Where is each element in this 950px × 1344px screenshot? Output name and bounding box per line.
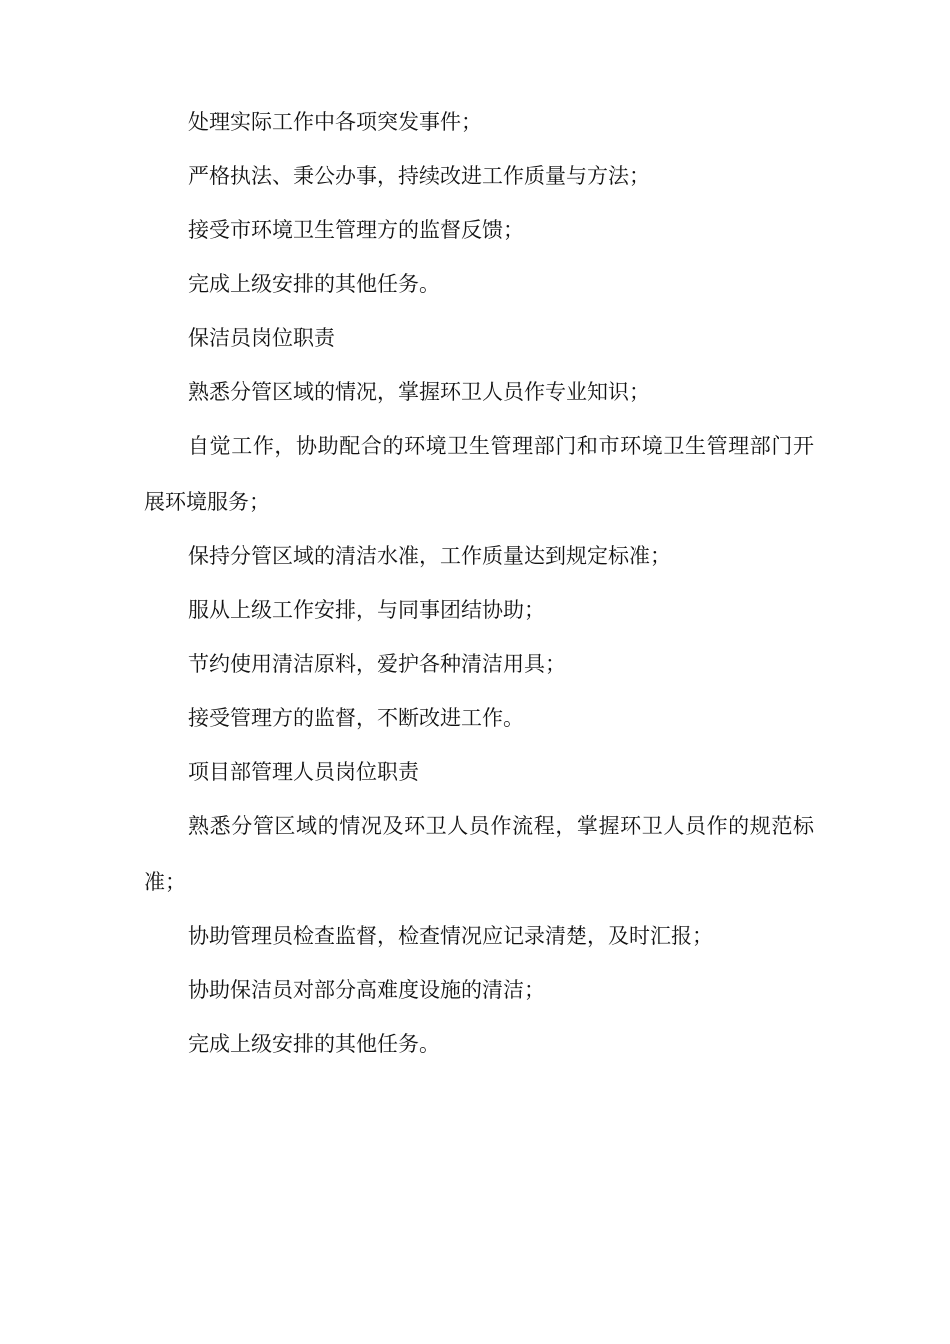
section-heading-cleaner-duties: 保洁员岗位职责 (188, 326, 335, 350)
paragraph-assist-inspection: 协助管理员检查监督，检查情况应记录清楚，及时汇报； (188, 924, 713, 948)
paragraph-familiar-process: 熟悉分管区域的情况及环卫人员作流程，掌握环卫人员作的规范标准； (144, 814, 814, 894)
paragraph-other-tasks: 完成上级安排的其他任务。 (188, 272, 440, 296)
paragraph-familiar-area: 熟悉分管区域的情况，掌握环卫人员作专业知识； (188, 380, 650, 404)
paragraph-accept-supervision: 接受市环境卫生管理方的监督反馈； (188, 218, 524, 242)
paragraph-cleanliness-standard: 保持分管区域的清洁水准，工作质量达到规定标准； (188, 544, 671, 568)
paragraph-other-tasks-2: 完成上级安排的其他任务。 (188, 1032, 440, 1056)
paragraph-assist-cleaning: 协助保洁员对部分高难度设施的清洁； (188, 978, 545, 1002)
paragraph-cooperate: 自觉工作，协助配合的环境卫生管理部门和市环境卫生管理部门开展环境服务； (144, 434, 814, 514)
section-heading-manager-duties: 项目部管理人员岗位职责 (188, 760, 419, 784)
paragraph-obey-arrangement: 服从上级工作安排，与同事团结协助； (188, 598, 545, 622)
paragraph-law-enforcement: 严格执法、秉公办事，持续改进工作质量与方法； (188, 164, 650, 188)
paragraph-save-materials: 节约使用清洁原料，爱护各种清洁用具； (188, 652, 566, 676)
paragraph-emergency: 处理实际工作中各项突发事件； (188, 110, 482, 134)
paragraph-improve-work: 接受管理方的监督，不断改进工作。 (188, 706, 524, 730)
document-body (144, 108, 814, 1084)
